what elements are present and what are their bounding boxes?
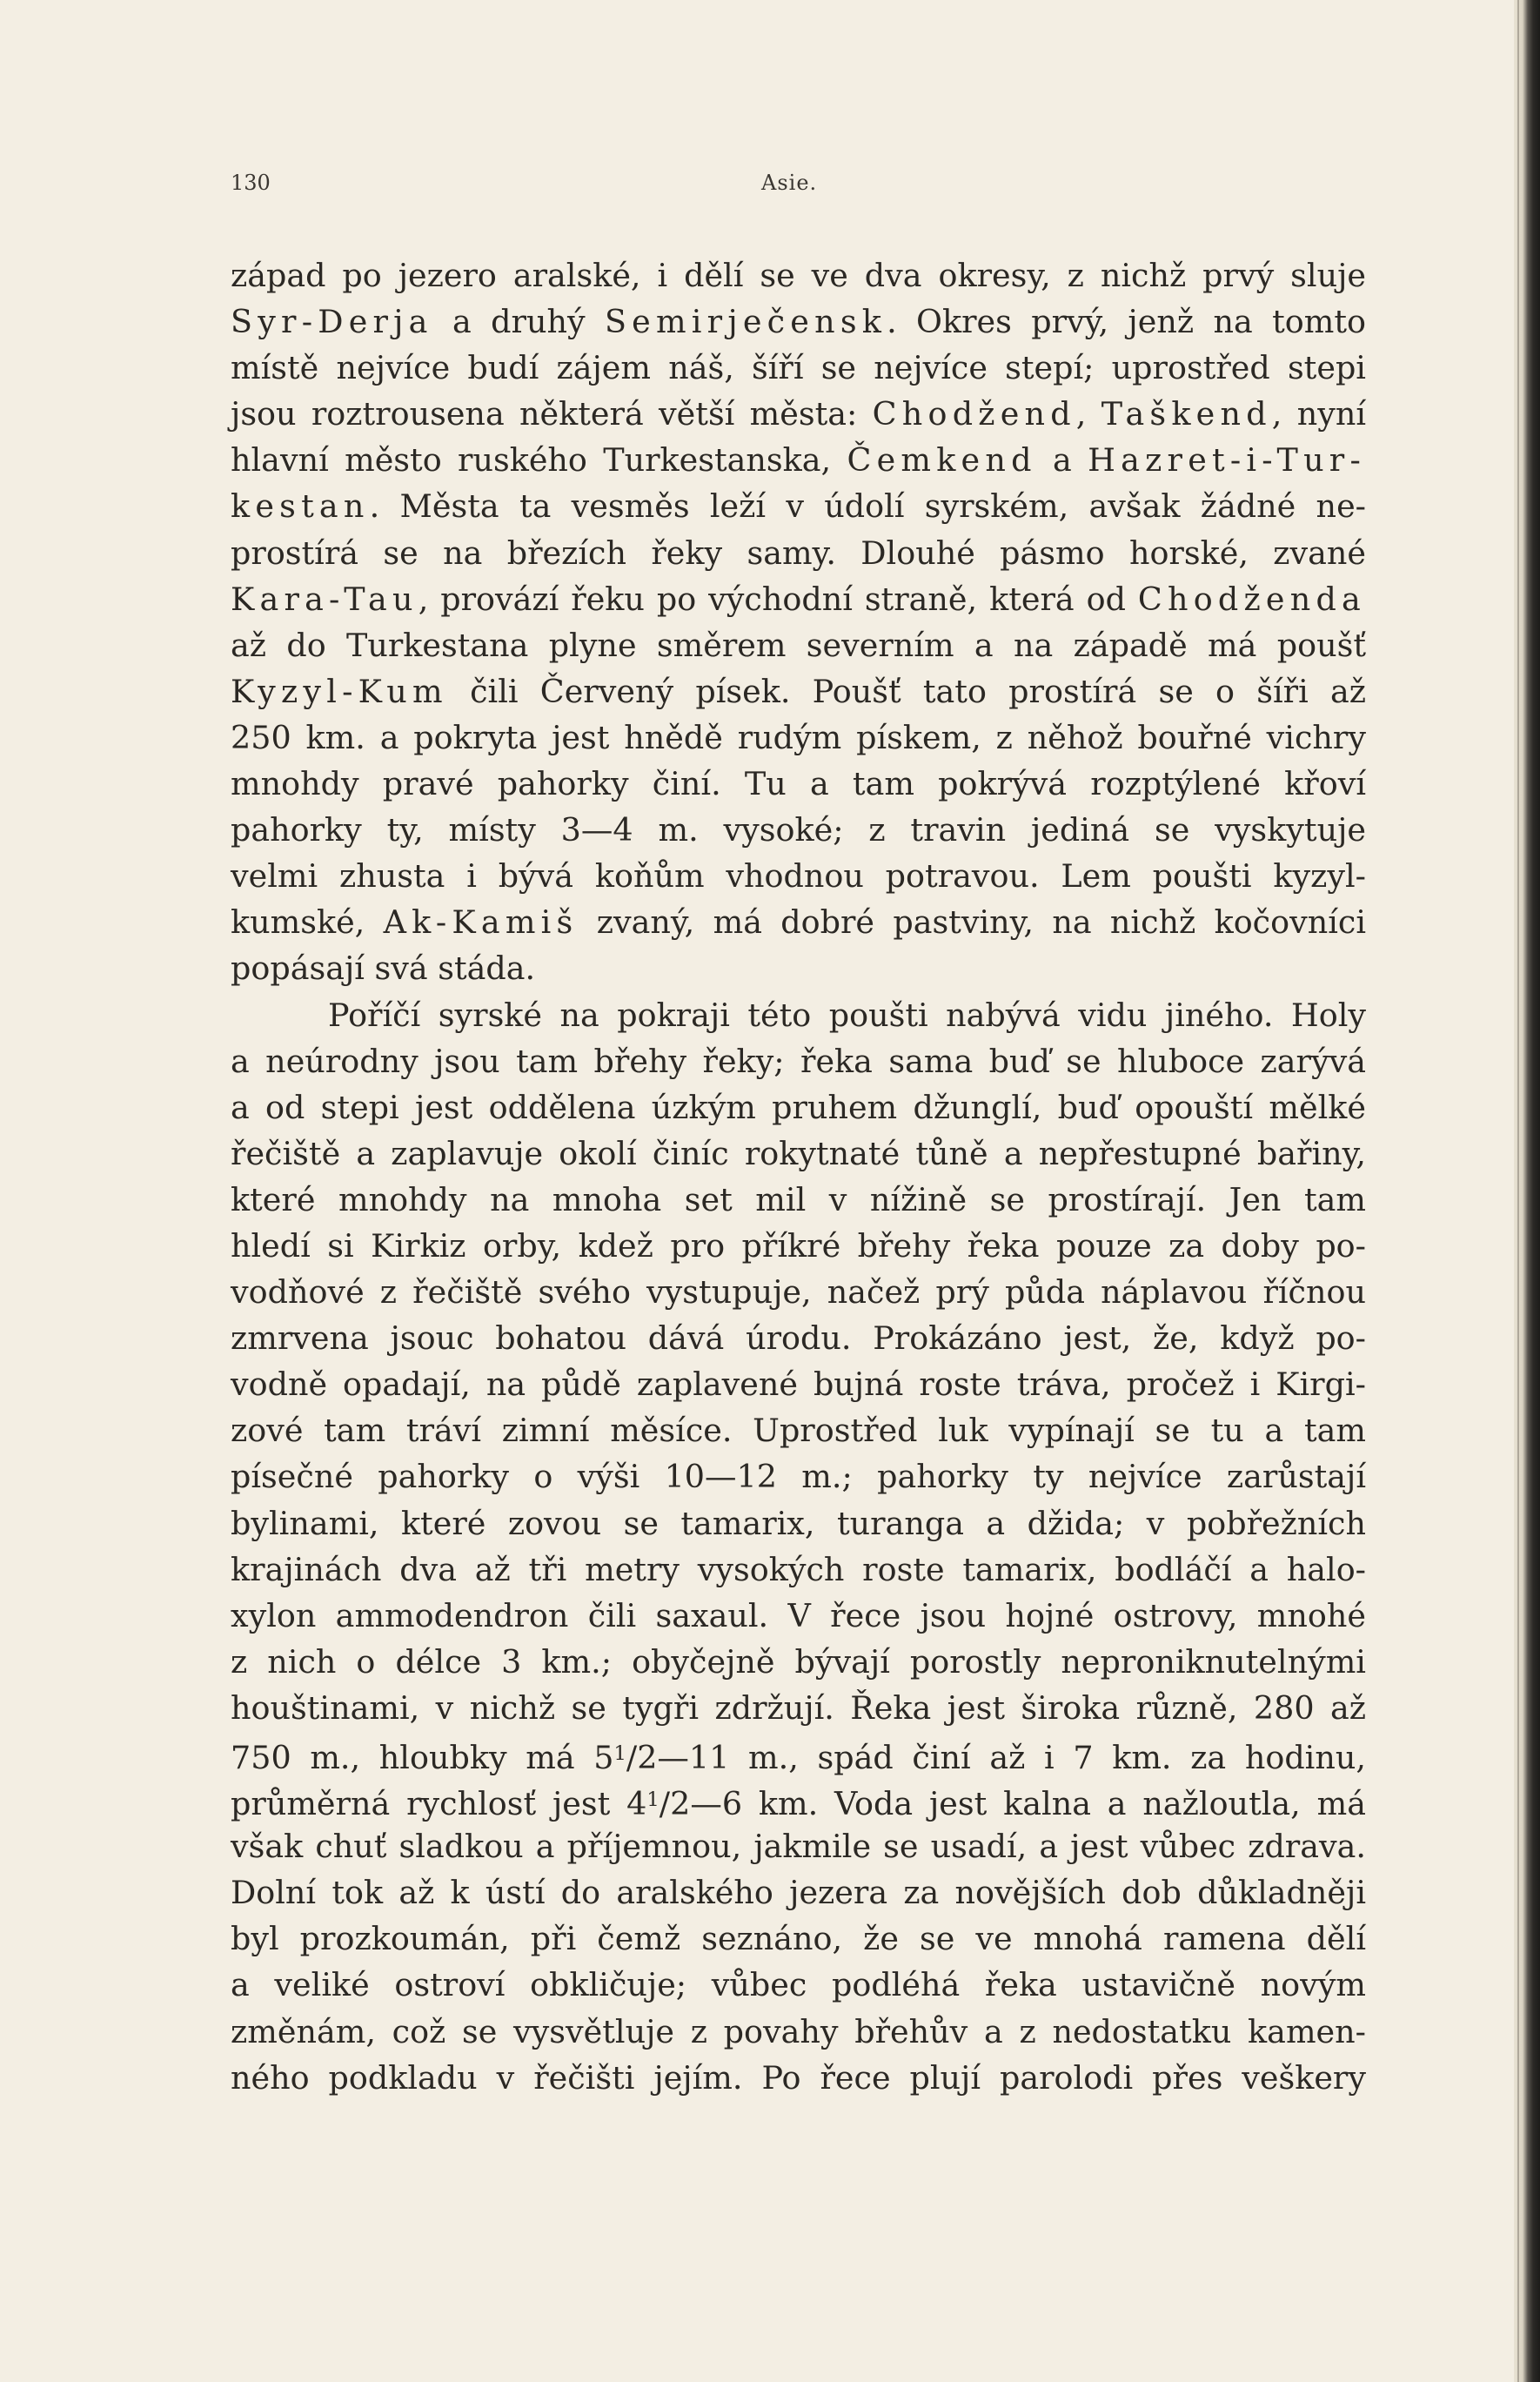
spaced-term: Kyzyl-Kum: [231, 672, 448, 710]
text-segment: Dolní tok až k ústí do aralského jezera za novějších dob důkladněji: [231, 1874, 1366, 1912]
text-segment: písečné pahorky o výši 10—12 m.; pahorky ty nejvíce zarůstají: [231, 1458, 1366, 1496]
text-line: [231, 853, 1366, 899]
text-segment: jsou roztrousena některá větší města:: [231, 395, 873, 433]
text-line: [231, 483, 1366, 529]
text-line: [231, 1869, 1366, 1916]
text-line: [231, 1823, 1366, 1869]
text-line: [231, 1639, 1366, 1685]
text-line: [231, 1685, 1366, 1731]
text-segment: prostírá se na březích řeky samy. Dlouhé pásmo horské, zvané: [231, 533, 1366, 572]
text-segment: mnohdy pravé pahorky činí. Tu a tam pokrývá rozptýlené křoví: [231, 765, 1366, 803]
text-segment: , provází řeku po východní straně, která od: [418, 580, 1138, 618]
text-segment: řečiště a zaplavuje okolí činíc rokytnaté tůně a nepřestupné bařiny,: [231, 1134, 1366, 1172]
text-segment: které mnohdy na mnoha set mil v nížině se prostírají. Jen tam: [231, 1180, 1366, 1218]
text-segment: kumské,: [231, 903, 384, 942]
page-number: 130: [231, 171, 271, 195]
text-segment: houštinami, v nichž se tygři zdržují. Řeka jest široka různě, 280 až: [231, 1688, 1366, 1727]
text-line: [231, 1962, 1366, 2008]
text-segment: velmi zhusta i bývá koňům vhodnou potravou. Lem poušti kyzyl-: [231, 857, 1366, 896]
text-segment: hlavní město ruského Turkestanska,: [231, 441, 847, 480]
text-segment: a neúrodny jsou tam břehy řeky; řeka sama buď se hluboce zarývá: [231, 1042, 1366, 1080]
text-line: [231, 437, 1366, 483]
text-segment: změnám, což se vysvětluje z povahy břehův a z nedostatku kamen-: [231, 2012, 1366, 2050]
spaced-term: Ak-Kamiš: [383, 903, 579, 942]
text-segment: a: [1036, 441, 1088, 480]
text-line: [231, 530, 1366, 576]
text-line: [231, 1500, 1366, 1547]
fraction: $^1$/2: [646, 1785, 691, 1823]
text-segment: ,: [1075, 395, 1101, 433]
text-segment: xylon ammodendron čili saxaul. V řece jsou hojné ostrovy, mnohé: [231, 1596, 1366, 1634]
text-segment: místě nejvíce budí zájem náš, šíří se nejvíce stepí; uprostřed stepi: [231, 349, 1366, 387]
text-line: [231, 1315, 1366, 1361]
text-segment: zové tam tráví zimní měsíce. Uprostřed luk vypínají se tu a tam: [231, 1412, 1366, 1450]
spaced-term: Chodžend: [872, 395, 1076, 433]
spaced-term: Hazret-i-Tur-: [1088, 441, 1366, 480]
text-line: [231, 899, 1366, 945]
book-binding-edge: [1514, 0, 1540, 2382]
spaced-term: Kara-Tau: [231, 580, 418, 618]
text-segment: . Města ta vesměs leží v údolí syrském, avšak žádné ne-: [369, 487, 1366, 526]
text-segment: krajinách dva až tři metry vysokých roste tamarix, bodláčí a halo-: [231, 1550, 1366, 1588]
text-line: [231, 1131, 1366, 1177]
text-line: [231, 945, 1366, 991]
spaced-term: Chodženda: [1137, 580, 1366, 618]
text-segment: průměrná rychlosť jest 4: [231, 1785, 647, 1823]
text-line: [231, 761, 1366, 807]
text-line: [231, 1361, 1366, 1407]
text-line: [231, 2055, 1366, 2101]
text-line: [231, 1777, 1366, 1823]
text-segment: vodně opadají, na půdě zaplavené bujná roste tráva, pročež i Kirgi-: [231, 1365, 1366, 1404]
text-segment: —6 km. Voda jest kalna a nažloutla, má: [690, 1785, 1366, 1823]
text-segment: vodňové z řečiště svého vystupuje, načež prý půda náplavou říčnou: [231, 1273, 1366, 1312]
text-segment: , nyní: [1271, 395, 1367, 433]
text-segment: zmrvena jsouc bohatou dává úrodu. Prokázáno jest, že, když po-: [231, 1319, 1366, 1358]
text-line: [231, 576, 1366, 622]
text-line: [231, 391, 1366, 437]
running-title: Asie.: [761, 171, 818, 195]
spaced-term: Taškend: [1101, 395, 1272, 433]
text-segment: . Okres prvý, jenž na tomto: [887, 303, 1366, 341]
text-line: [231, 252, 1366, 299]
spaced-term: Semirječensk: [604, 303, 887, 341]
text-line: [231, 1593, 1366, 1639]
text-line: [231, 807, 1366, 853]
text-line: [231, 668, 1366, 715]
text-segment: čili Červený písek. Poušť tato prostírá se o šíři až: [447, 672, 1366, 710]
text-segment: z nich o délce 3 km.; obyčejně bývají porostly neproniknutelnými: [231, 1642, 1366, 1681]
text-line: [231, 1269, 1366, 1315]
text-segment: 250 km. a pokryta jest hnědě rudým pískem, z něhož bouřné vichry: [231, 718, 1366, 756]
text-line: [231, 1916, 1366, 1962]
text-line: [231, 1084, 1366, 1131]
text-line: [231, 1407, 1366, 1453]
text-segment: západ po jezero aralské, i dělí se ve dva okresy, z nichž prvý sluje: [231, 257, 1366, 294]
text-segment: a od stepi jest oddělena úzkým pruhem džunglí, buď opouští mělké: [231, 1088, 1366, 1126]
text-segment: však chuť sladkou a příjemnou, jakmile se usadí, a jest vůbec zdrava.: [231, 1828, 1366, 1866]
text-segment: ného podkladu v řečišti jejím. Po řece plují parolodi přes veškery: [231, 2058, 1366, 2097]
text-line: [231, 1453, 1366, 1500]
text-line: [231, 1038, 1366, 1084]
text-segment: hledí si Kirkiz orby, kdež pro příkré břehy řeka pouze za doby po-: [231, 1226, 1366, 1265]
text-line: [231, 992, 1366, 1038]
text-segment: 750 m., hloubky má 5: [231, 1739, 614, 1777]
text-segment: byl prozkoumán, při čemž seznáno, že se ve mnohá ramena dělí: [231, 1920, 1366, 1958]
fraction: $^1$/2: [613, 1739, 658, 1777]
running-header: [231, 171, 1362, 205]
spaced-term: kestan: [231, 487, 370, 526]
text-line: [231, 1177, 1366, 1223]
text-line: [231, 1223, 1366, 1269]
text-line: [231, 622, 1366, 668]
text-segment: Poříčí syrské na pokraji této poušti nabývá vidu jiného. Holy: [328, 996, 1366, 1034]
text-line: [231, 2009, 1366, 2055]
text-line: [231, 1547, 1366, 1593]
text-segment: bylinami, které zovou se tamarix, turanga a džida; v pobřežních: [231, 1504, 1366, 1542]
body-text: [231, 252, 1366, 2101]
text-segment: —11 m., spád činí až i 7 km. za hodinu,: [657, 1739, 1366, 1777]
text-segment: a veliké ostroví obkličuje; vůbec podléhá řeka ustavičně novým: [231, 1966, 1366, 2004]
text-segment: popásají svá stáda.: [231, 949, 536, 988]
spaced-term: Syr-Derja: [231, 303, 433, 341]
text-segment: pahorky ty, místy 3—4 m. vysoké; z travin jediná se vyskytuje: [231, 811, 1366, 849]
spaced-term: Čemkend: [847, 441, 1037, 480]
text-segment: až do Turkestana plyne směrem severním a na západě má poušť: [231, 626, 1366, 664]
text-line: [231, 345, 1366, 391]
text-line: [231, 1731, 1366, 1777]
text-line: [231, 299, 1366, 345]
text-segment: a druhý: [432, 303, 605, 341]
text-segment: zvaný, má dobré pastviny, na nichž kočovníci: [578, 903, 1367, 942]
text-line: [231, 715, 1366, 761]
